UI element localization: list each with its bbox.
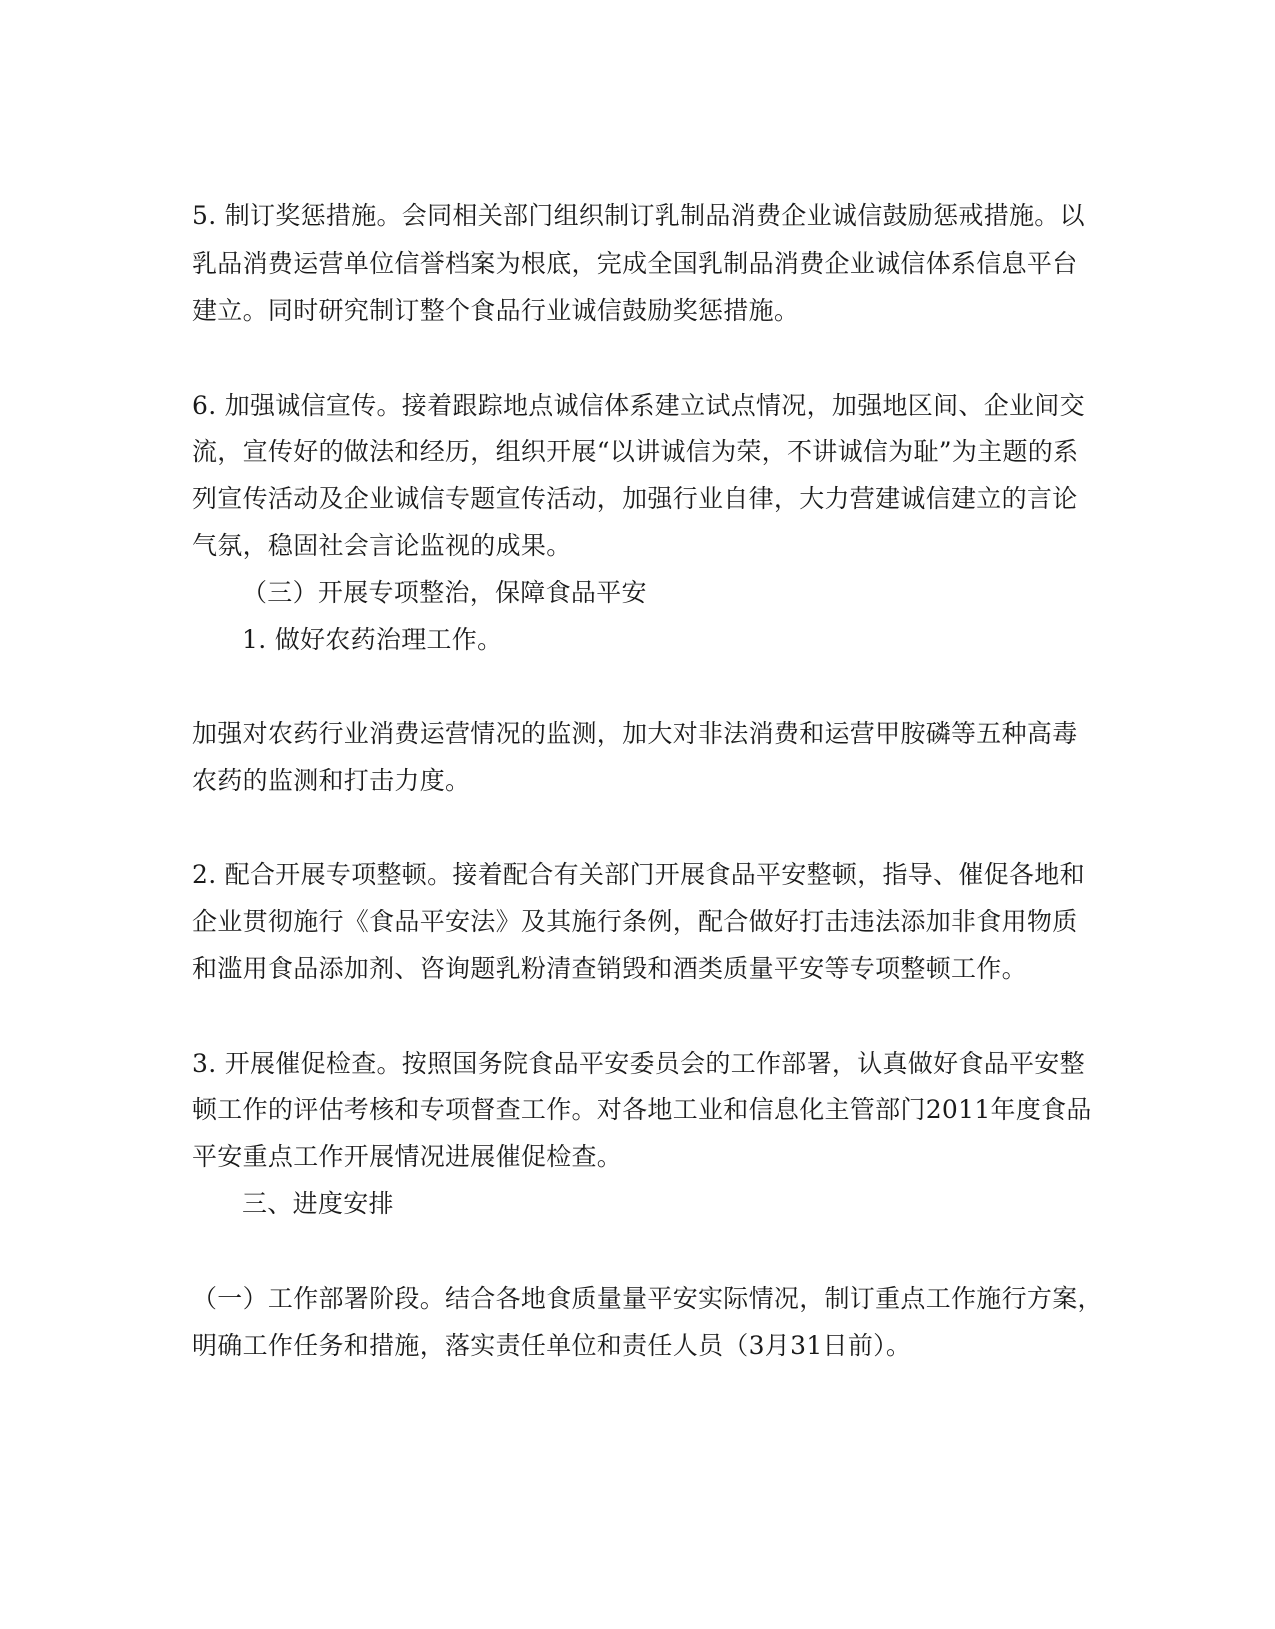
stage-1-line-2: 明确工作任务和措施，落实责任单位和责任人员（3月31日前）。	[192, 1331, 912, 1360]
item-6-line-4: 气氛，稳固社会言论监视的成果。	[192, 531, 572, 560]
item-2-line-3: 和滥用食品添加剂、咨询题乳粉清查销毁和酒类质量平安等专项整顿工作。	[192, 954, 1027, 983]
subheading-3: （三）开展专项整治，保障食品平安	[242, 578, 647, 607]
item-5-line-3: 建立。同时研究制订整个食品行业诚信鼓励奖惩措施。	[192, 296, 800, 325]
item-3-line-2: 顿工作的评估考核和专项督查工作。对各地工业和信息化主管部门2011年度食品	[192, 1095, 1092, 1124]
item-3-line-1: 3. 开展催促检查。按照国务院食品平安委员会的工作部署，认真做好食品平安整	[192, 1049, 1085, 1078]
item-6-line-3: 列宣传活动及企业诚信专题宣传活动，加强行业自律，大力营建诚信建立的言论	[192, 484, 1078, 513]
item-6-line-2: 流，宣传好的做法和经历，组织开展“以讲诚信为荣，不讲诚信为耻”为主题的系	[192, 437, 1079, 466]
item-3-line-3: 平安重点工作开展情况进展催促检查。	[192, 1142, 623, 1171]
section-heading-3: 三、进度安排	[242, 1189, 394, 1218]
item-1-body-line-2: 农药的监测和打击力度。	[192, 766, 471, 795]
item-2-line-1: 2. 配合开展专项整顿。接着配合有关部门开展食品平安整顿，指导、催促各地和	[192, 860, 1085, 889]
item-5-line-2: 乳品消费运营单位信誉档案为根底，完成全国乳制品消费企业诚信体系信息平台	[192, 249, 1078, 278]
stage-1-line-1: （一）工作部署阶段。结合各地食质量量平安实际情况，制订重点工作施行方案，	[192, 1284, 1103, 1313]
item-5-line-1: 5. 制订奖惩措施。会同相关部门组织制订乳制品消费企业诚信鼓励惩戒措施。以	[192, 201, 1085, 230]
item-1-title: 1. 做好农药治理工作。	[242, 625, 503, 654]
item-2-line-2: 企业贯彻施行《食品平安法》及其施行条例，配合做好打击违法添加非食用物质	[192, 907, 1078, 936]
item-1-body-line-1: 加强对农药行业消费运营情况的监测，加大对非法消费和运营甲胺磷等五种高毒	[192, 719, 1078, 748]
item-6-line-1: 6. 加强诚信宣传。接着跟踪地点诚信体系建立试点情况，加强地区间、企业间交	[192, 391, 1085, 420]
